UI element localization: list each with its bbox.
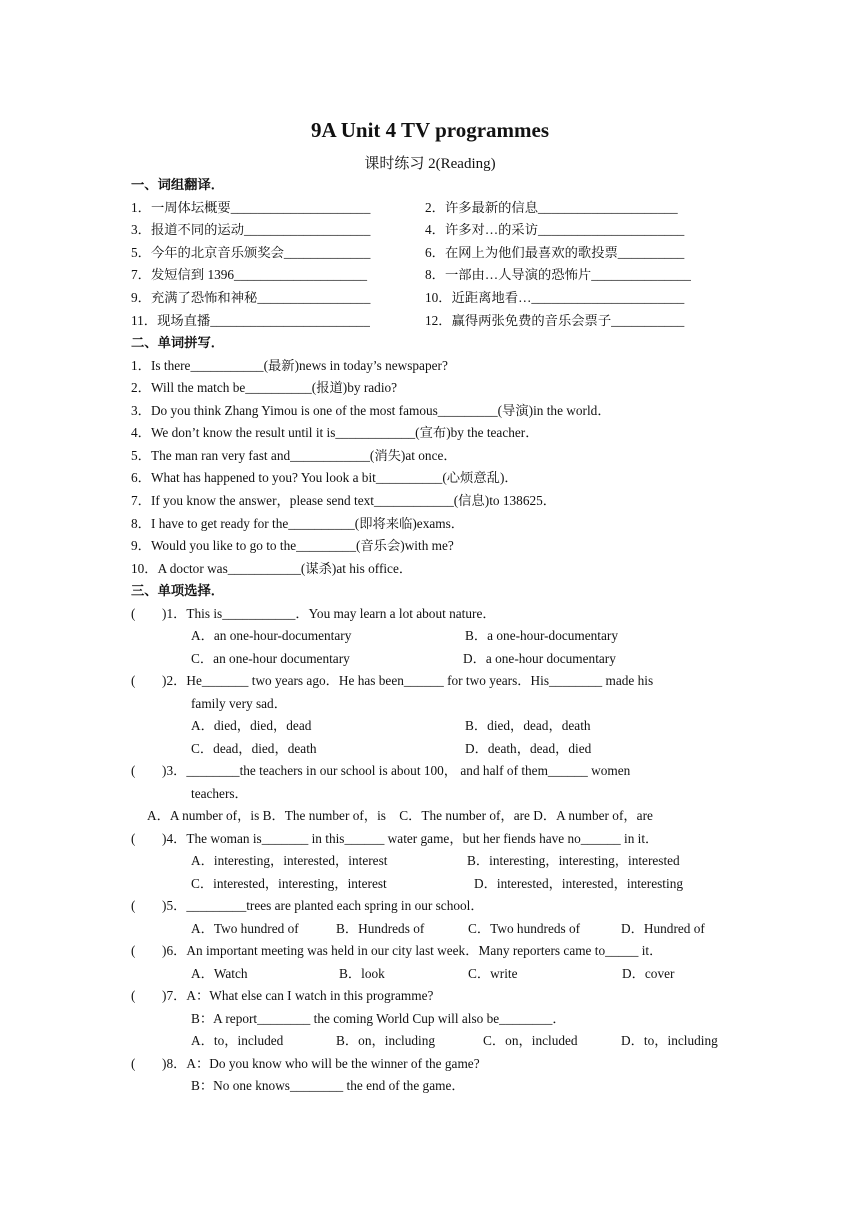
choice-option: A．an one-hour-documentary [191,628,352,643]
choice-option: C．dead，died，death [191,741,317,756]
choice-option: D．interested，interested，interesting [474,876,683,891]
phrase-item: 4．许多对…的采访______________________ [425,222,685,237]
section-heading-translation: 一、词组翻译． [131,177,225,192]
choice-option: B．died，dead，death [465,718,591,733]
choice-option: C．Two hundreds of [468,921,581,936]
phrase-item: 12．赢得两张免费的音乐会票子___________ [425,313,685,328]
choice-option: B．Hundreds of [336,921,425,936]
choice-options-row: A．A number of，is B．The number of，is C．The number of，are D．A number of，are [147,808,653,823]
question-stem-continued: family very sad． [191,696,288,711]
choice-option: D．a one-hour documentary [463,651,616,666]
phrase-item: 5．今年的北京音乐颁奖会_____________ [131,245,371,260]
question-stem: ( )7．A：What else can I watch in this programme? [131,988,434,1003]
phrase-item: 6．在网上为他们最喜欢的歌投票__________ [425,245,685,260]
spelling-item: 8．I have to get ready for the__________(即将来临)exams． [131,516,465,531]
choice-option: B．a one-hour-documentary [465,628,618,643]
choice-option: B．look [339,966,385,981]
spelling-item: 6．What has happened to you? You look a bit__________(心烦意乱)． [131,470,518,485]
choice-option: B．interesting，interesting，interested [467,853,680,868]
question-stem: ( )8．A：Do you know who will be the winner of the game? [131,1056,480,1071]
question-stem: ( )6．An important meeting was held in our city last week．Many reporters came to_____ it． [131,943,663,958]
phrase-item: 10．近距离地看…_______________________ [425,290,685,305]
question-stem: ( )3．________the teachers in our school is about 100， and half of them______ women [131,763,631,778]
phrase-item: 7．发短信到 1396____________________ [131,267,368,282]
choice-option: C．on，included [483,1033,578,1048]
question-stem: ( )5．_________trees are planted each spring in our school． [131,898,484,913]
choice-option: A．interesting，interested，interest [191,853,388,868]
choice-option: D．Hundred of [621,921,705,936]
choice-option: D．death，dead，died [465,741,592,756]
question-stem-continued: B：A report________ the coming World Cup will also be________． [191,1011,566,1026]
question-stem: ( )1．This is___________．You may learn a lot about nature． [131,606,496,621]
phrase-item: 8．一部由…人导演的恐怖片_______________ [425,267,691,282]
spelling-item: 9．Would you like to go to the_________(音乐会)with me? [131,538,454,553]
spelling-item: 4．We don’t know the result until it is____________(宣布)by the teacher． [131,425,539,440]
question-stem-continued: B：No one knows________ the end of the game． [191,1078,465,1093]
choice-option: A．Two hundred of [191,921,299,936]
phrase-item: 11．现场直播________________________ [131,313,370,328]
phrase-item: 1．一周体坛概要_____________________ [131,200,371,215]
spelling-item: 3．Do you think Zhang Yimou is one of the most famous_________(导演)in the world． [131,403,611,418]
spelling-item: 5．The man ran very fast and____________(消失)at once． [131,448,457,463]
choice-option: D．cover [622,966,675,981]
spelling-item: 7．If you know the answer，please send text____________(信息)to 138625． [131,493,557,508]
question-stem: ( )2．He_______ two years ago．He has been______ for two years．His________ made his [131,673,654,688]
spelling-item: 1．Is there___________(最新)news in today’s newspaper? [131,358,448,373]
section-heading-multiple-choice: 三、单项选择． [131,583,225,598]
section-heading-spelling: 二、单词拼写． [131,335,225,350]
choice-option: C．interested，interesting，interest [191,876,387,891]
choice-option: A．died，died，dead [191,718,312,733]
choice-option: A．to，included [191,1033,284,1048]
page-title: 9A Unit 4 TV programmes [310,118,549,142]
page-subtitle: 课时练习 2(Reading) [364,156,496,172]
phrase-item: 9．充满了恐怖和神秘_________________ [131,290,371,305]
spelling-item: 2．Will the match be__________(报道)by radio? [131,380,398,395]
question-stem-continued: teachers． [191,786,248,801]
choice-option: B．on，including [336,1033,435,1048]
choice-option: D．to，including [621,1033,718,1048]
choice-option: C．write [468,966,518,981]
phrase-item: 3．报道不同的运动___________________ [131,222,371,237]
question-stem: ( )4．The woman is_______ in this______ water game，but her fiends have no______ in it． [131,831,659,846]
phrase-item: 2．许多最新的信息_____________________ [425,200,678,215]
choice-option: C．an one-hour documentary [191,651,350,666]
spelling-item: 10．A doctor was___________(谋杀)at his office． [131,561,413,576]
choice-option: A．Watch [191,966,248,981]
